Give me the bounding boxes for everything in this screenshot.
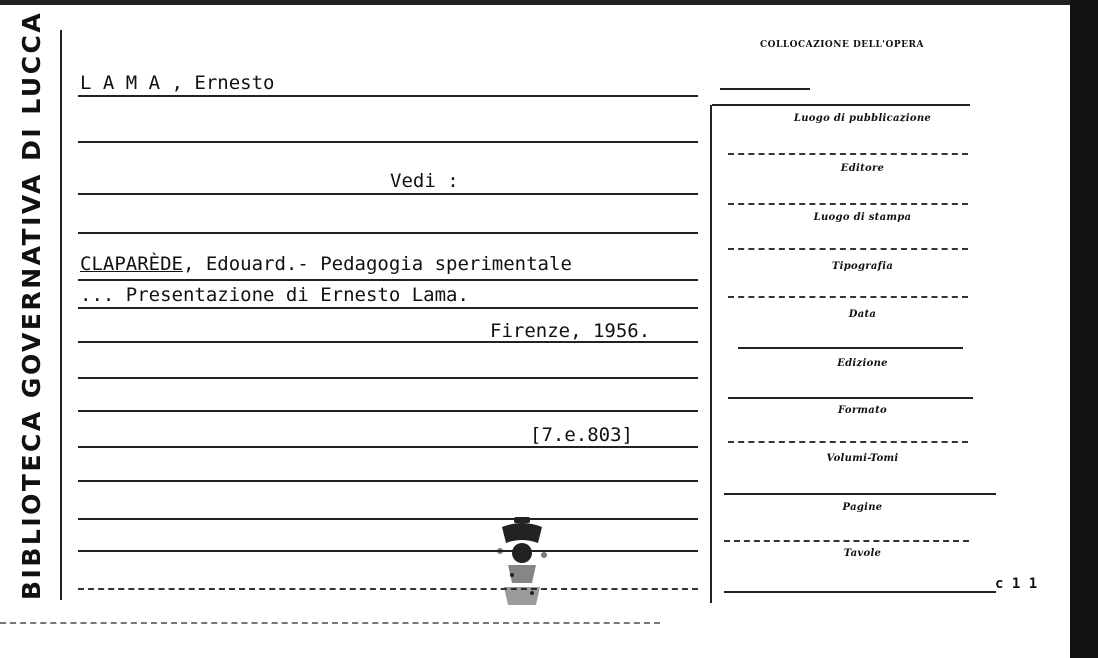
panel-rule — [728, 248, 968, 250]
reference-line-3: Firenze, 1956. — [490, 320, 651, 342]
shelfmark: [7.e.803] — [530, 424, 633, 446]
ruled-line — [78, 518, 698, 520]
card-top-edge — [0, 0, 1098, 5]
ruled-line — [78, 95, 698, 97]
left-margin-rule — [60, 30, 62, 600]
panel-rule — [738, 347, 963, 349]
panel-rule — [728, 296, 968, 298]
field-data: Data — [848, 309, 877, 320]
ruled-line — [78, 446, 698, 448]
panel-top-rule — [712, 104, 970, 106]
corner-mark: c 1 1 — [995, 576, 1038, 592]
panel-rule — [728, 441, 968, 443]
panel-rule — [728, 153, 968, 155]
panel-rule — [720, 88, 810, 90]
ruled-line — [78, 377, 698, 379]
field-pagine: Pagine — [842, 502, 883, 513]
field-formato: Formato — [838, 405, 887, 416]
ruled-line — [78, 588, 698, 590]
reference-line-1 — [80, 253, 572, 275]
panel-rule — [728, 397, 973, 399]
panel-rule — [724, 540, 969, 542]
card-bottom-edge — [0, 622, 660, 624]
ruled-line — [78, 550, 698, 552]
collocation-header: COLLOCAZIONE DELL'OPERA — [760, 40, 924, 50]
panel-rule — [728, 203, 968, 205]
ruled-line — [78, 279, 698, 281]
reference-author: CLAPARÈDE — [80, 253, 183, 275]
field-luogo-pubblicazione: Luogo di pubblicazione — [793, 113, 932, 124]
field-edizione: Edizione — [837, 358, 888, 369]
reference-title: , Edouard.- Pedagogia sperimentale — [182, 253, 572, 275]
ruled-line — [78, 410, 698, 412]
field-luogo-stampa: Luogo di stampa — [813, 212, 912, 223]
field-editore: Editore — [840, 163, 885, 174]
field-tipografia: Tipografia — [831, 261, 894, 272]
author-heading: L A M A , Ernesto — [80, 72, 275, 94]
card-right-edge — [1070, 0, 1098, 658]
reference-line-2: ... Presentazione di Ernesto Lama. — [80, 284, 469, 306]
field-volumi-tomi: Volumi-Tomi — [826, 453, 899, 464]
ruled-line — [78, 307, 698, 309]
ruled-line — [78, 480, 698, 482]
field-tavole: Tavole — [843, 548, 882, 559]
library-vertical-label: BIBLIOTECA GOVERNATIVA DI LUCCA — [17, 10, 46, 600]
ruled-line — [78, 141, 698, 143]
panel-divider — [710, 105, 712, 603]
panel-rule — [724, 493, 996, 495]
library-stamp — [482, 513, 562, 609]
see-label: Vedi : — [390, 170, 459, 192]
ruled-line — [78, 193, 698, 195]
ruled-line — [78, 232, 698, 234]
panel-rule — [724, 591, 996, 593]
